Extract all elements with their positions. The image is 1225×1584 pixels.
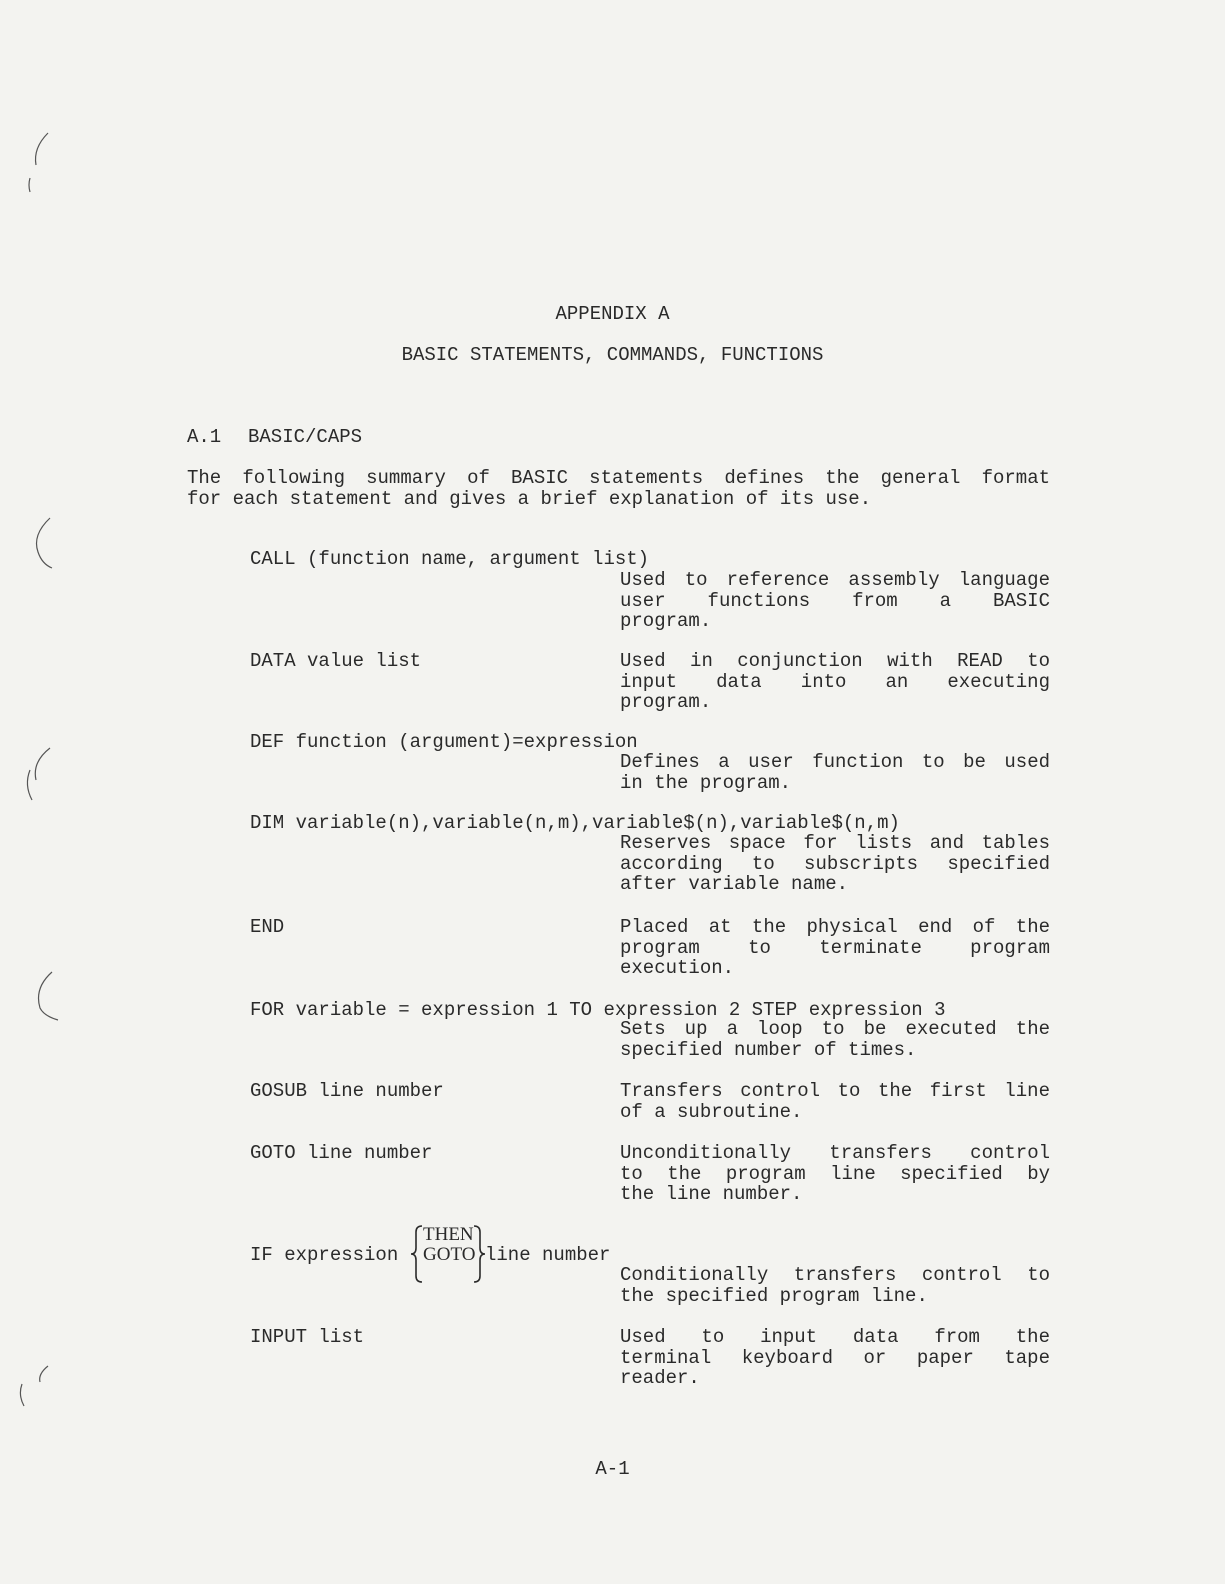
description-if bbox=[620, 1265, 1050, 1306]
statement-data: DATA value list bbox=[250, 650, 422, 672]
appendix-subtitle: BASIC STATEMENTS, COMMANDS, FUNCTIONS bbox=[401, 344, 824, 366]
description-line: according to subscripts specified bbox=[620, 852, 1050, 875]
statement-gosub: GOSUB line number bbox=[250, 1080, 444, 1102]
description-goto bbox=[620, 1143, 1050, 1205]
statement-if-suffix: line number bbox=[485, 1244, 611, 1266]
description-line: Placed at the physical end of the bbox=[620, 916, 1050, 938]
margin-marks bbox=[0, 0, 80, 1584]
intro-line: for each statement and gives a brief explanation of its use. bbox=[187, 487, 872, 510]
description-line: of a subroutine. bbox=[620, 1100, 803, 1123]
description-line: Used in conjunction with READ to bbox=[620, 650, 1050, 672]
description-line: Conditionally transfers control to bbox=[620, 1264, 1050, 1286]
statement-goto: GOTO line number bbox=[250, 1142, 433, 1164]
description-line: the specified program line. bbox=[620, 1284, 928, 1307]
description-line: in the program. bbox=[620, 771, 792, 794]
statement-if-prefix: IF expression bbox=[250, 1244, 399, 1266]
statement-call: CALL (function name, argument list) bbox=[250, 548, 650, 570]
description-line: to the program line specified by bbox=[620, 1162, 1050, 1185]
description-line: Unconditionally transfers control bbox=[620, 1142, 1050, 1164]
description-line: Used to reference assembly language bbox=[620, 569, 1050, 591]
appendix-title: APPENDIX A bbox=[555, 303, 670, 325]
description-gosub bbox=[620, 1081, 1050, 1122]
statement-end: END bbox=[250, 916, 285, 938]
description-line: program to terminate program bbox=[620, 936, 1050, 959]
description-line: Reserves space for lists and tables bbox=[620, 832, 1050, 854]
description-end bbox=[620, 917, 1050, 979]
description-line: program. bbox=[620, 691, 712, 713]
description-line: Used to input data from the bbox=[620, 1326, 1050, 1348]
description-line: Defines a user function to be used bbox=[620, 751, 1050, 773]
section-number: A.1 bbox=[187, 426, 222, 448]
page-number: A-1 bbox=[595, 1458, 630, 1480]
description-line: specified number of times. bbox=[620, 1038, 917, 1061]
if-options-brace bbox=[410, 1222, 486, 1286]
description-line: the line number. bbox=[620, 1183, 803, 1205]
intro-paragraph bbox=[187, 468, 1050, 509]
description-def bbox=[620, 752, 1050, 793]
description-dim bbox=[620, 833, 1050, 895]
description-line: reader. bbox=[620, 1367, 700, 1389]
description-call bbox=[620, 570, 1050, 632]
description-line: Transfers control to the first line bbox=[620, 1080, 1050, 1102]
description-data bbox=[620, 651, 1050, 713]
statement-def: DEF function (argument)=expression bbox=[250, 731, 638, 753]
if-option-goto: GOTO bbox=[423, 1244, 476, 1265]
description-line: after variable name. bbox=[620, 873, 849, 895]
description-for bbox=[620, 1019, 1050, 1060]
if-option-then: THEN bbox=[423, 1224, 474, 1245]
description-line: user functions from a BASIC bbox=[620, 589, 1050, 612]
description-line: Sets up a loop to be executed the bbox=[620, 1018, 1050, 1040]
description-input bbox=[620, 1327, 1050, 1389]
description-line: program. bbox=[620, 610, 712, 632]
statement-dim: DIM variable(n),variable(n,m),variable$(n),variable$(n,m) bbox=[250, 812, 900, 834]
section-title: BASIC/CAPS bbox=[248, 426, 363, 448]
description-line: terminal keyboard or paper tape bbox=[620, 1346, 1050, 1369]
statement-for: FOR variable = expression 1 TO expression 2 STEP expression 3 bbox=[250, 999, 946, 1021]
description-line: input data into an executing bbox=[620, 670, 1050, 693]
intro-line: The following summary of BASIC statements defines the general format bbox=[187, 467, 1050, 489]
statement-input: INPUT list bbox=[250, 1326, 365, 1348]
description-line: execution. bbox=[620, 957, 735, 979]
